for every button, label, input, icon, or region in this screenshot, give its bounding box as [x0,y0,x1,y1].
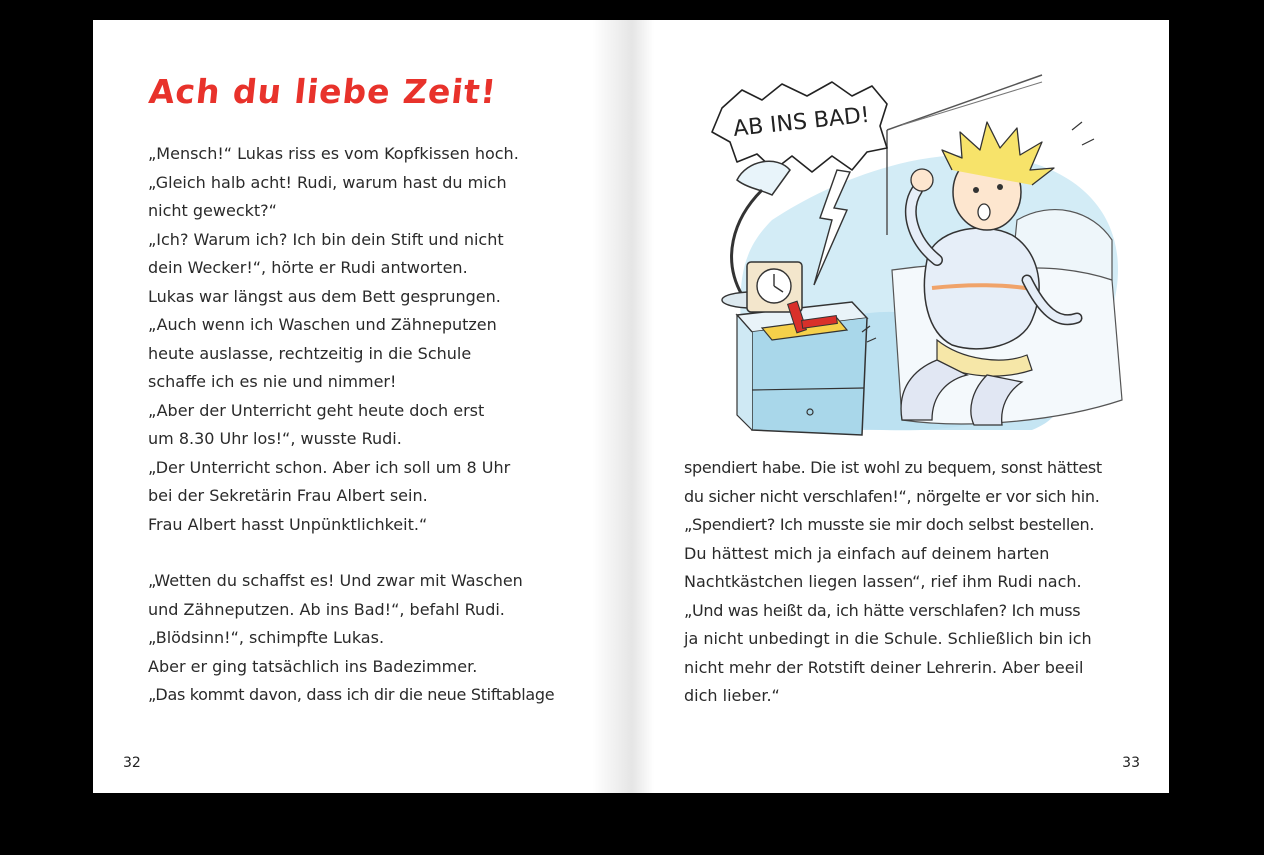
bedroom-illustration [682,70,1127,440]
page-number-left: 32 [123,755,141,771]
text-line: dich lieber.“ [684,686,780,705]
text-line: dein Wecker!“, hörte er Rudi antworten. [148,258,468,277]
text-line: schaffe ich es nie und nimmer! [148,372,397,391]
text-line: „Das kommt davon, dass ich dir die neue Stiftablage [148,685,555,704]
text-line: Du hättest mich ja einfach auf deinem harten [684,543,1050,563]
text-line: Lukas war längst aus dem Bett gesprungen. [148,286,501,306]
text-line: „Mensch!“ Lukas riss es vom Kopfkissen hoch. [148,144,519,163]
chapter-title: Ach du liebe Zeit! [147,72,499,111]
text-line: „Und was heißt da, ich hätte verschlafen? Ich muss [684,600,1081,620]
speech-bubble-text: AB INS BAD! [732,102,871,142]
text-line: spendiert habe. Die ist wohl zu bequem, sonst hättest [684,458,1102,477]
text-line: und Zähneputzen. Ab ins Bad!“, befahl Rudi. [148,599,505,619]
text-line: Frau Albert hasst Unpünktlichkeit.“ [148,514,428,534]
text-line: „Auch wenn ich Waschen und Zähneputzen [148,315,497,334]
text-line: „Aber der Unterricht geht heute doch erst [148,400,485,420]
page-number-right: 33 [1122,755,1140,771]
text-line: „Der Unterricht schon. Aber ich soll um 8 Uhr [148,457,511,477]
text-line: bei der Sekretärin Frau Albert sein. [148,486,428,505]
right-page [632,20,1169,793]
text-line: nicht mehr der Rotstift deiner Lehrerin. Aber beeil [684,657,1084,677]
left-paragraph-1 [148,140,519,539]
text-line: „Wetten du schaffst es! Und zwar mit Waschen [148,571,523,590]
right-paragraph-1 [684,454,1102,711]
left-paragraph-2 [148,567,554,710]
text-line: „Gleich halb acht! Rudi, warum hast du mich [148,172,507,192]
text-line: du sicher nicht verschlafen!“, nörgelte er vor sich hin. [684,486,1100,506]
text-line: um 8.30 Uhr los!“, wusste Rudi. [148,429,402,448]
text-line: Nachtkästchen liegen lassen“, rief ihm Rudi nach. [684,572,1082,591]
speech-bubble [712,82,887,172]
text-line: ja nicht unbedingt in die Schule. Schließlich bin ich [684,629,1092,648]
text-line: „Blödsinn!“, schimpfte Lukas. [148,628,385,647]
text-line: „Spendiert? Ich musste sie mir doch selbst bestellen. [684,515,1095,534]
text-line: „Ich? Warum ich? Ich bin dein Stift und nicht [148,229,504,249]
text-line: Aber er ging tatsächlich ins Badezimmer. [148,656,478,676]
left-page [93,20,632,793]
text-line: nicht geweckt?“ [148,201,277,220]
text-line: heute auslasse, rechtzeitig in die Schule [148,343,472,363]
